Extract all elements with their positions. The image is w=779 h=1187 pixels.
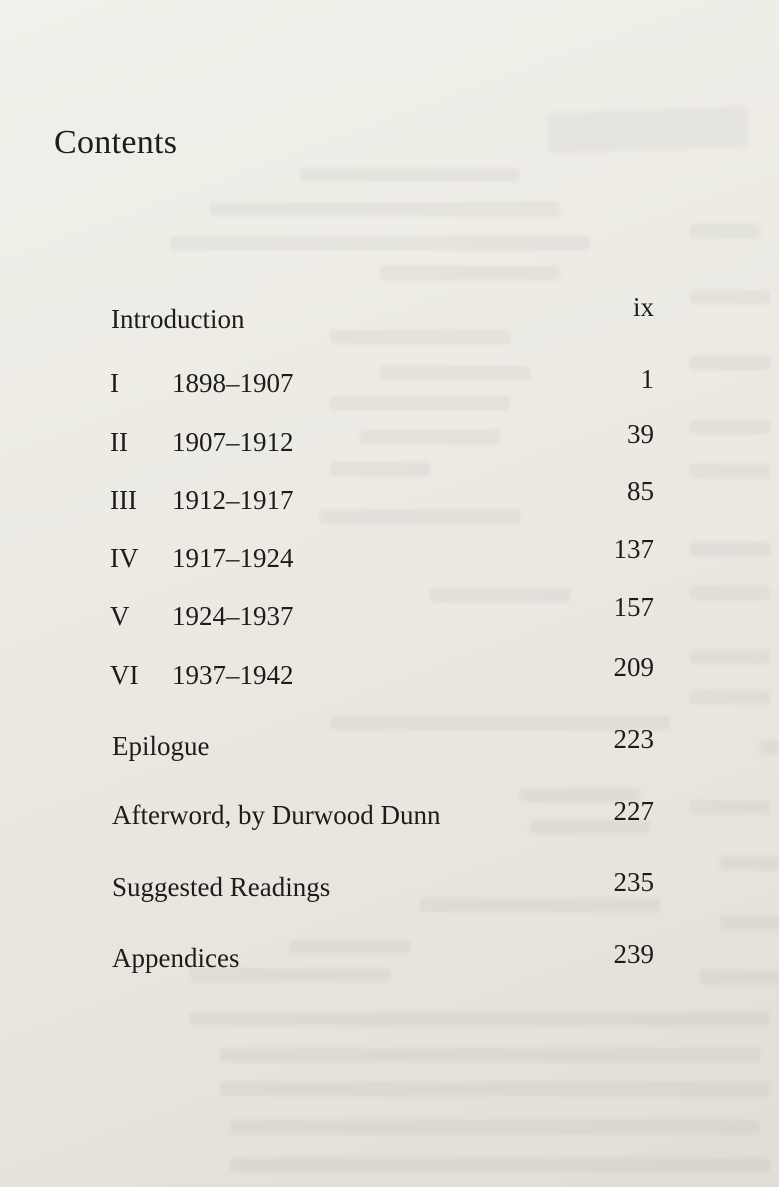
entry-label: Afterword, by Durwood Dunn: [112, 800, 441, 830]
toc-entry-chapter-3: [0, 476, 779, 525]
toc-entry-chapter-1: [0, 364, 779, 408]
page-title: Contents: [54, 124, 178, 161]
toc-entry-chapter-4: [0, 534, 779, 583]
chapter-years: 1912–1917: [172, 485, 294, 515]
entry-label: Introduction: [111, 304, 245, 334]
toc-entry-introduction: [0, 292, 779, 344]
page-number: 1: [640, 364, 654, 394]
page-number: 235: [613, 867, 654, 897]
toc-entry-epilogue: [0, 724, 779, 771]
chapter-years: 1937–1942: [172, 660, 294, 690]
chapter-numeral: VI: [110, 660, 139, 690]
toc-entry-chapter-6: [0, 652, 779, 700]
page-number: 239: [613, 939, 654, 969]
chapter-years: 1907–1912: [172, 427, 294, 457]
toc-entry-suggested-readings: [0, 867, 779, 912]
chapter-numeral: III: [110, 485, 137, 515]
toc-entry-chapter-5: [0, 592, 779, 641]
chapter-numeral: II: [110, 427, 128, 457]
page-number: 227: [613, 796, 654, 826]
page-number: ix: [632, 292, 654, 322]
page-number: 39: [627, 419, 654, 449]
toc-entry-afterword: [0, 796, 779, 840]
chapter-numeral: I: [110, 368, 119, 398]
entry-label: Appendices: [112, 943, 240, 973]
page-number: 209: [613, 652, 654, 682]
page-number: 137: [613, 534, 654, 564]
entry-label: Suggested Readings: [112, 872, 331, 902]
chapter-numeral: V: [110, 601, 130, 631]
chapter-years: 1898–1907: [172, 368, 294, 398]
page-number: 157: [613, 592, 654, 622]
entry-label: Epilogue: [112, 731, 210, 761]
chapter-numeral: IV: [110, 543, 139, 573]
toc-entry-chapter-2: [0, 419, 779, 467]
page-number: 85: [627, 476, 654, 506]
chapter-years: 1924–1937: [172, 601, 294, 631]
chapter-years: 1917–1924: [172, 543, 294, 573]
toc-entry-appendices: [0, 939, 779, 983]
page-number: 223: [613, 724, 654, 754]
